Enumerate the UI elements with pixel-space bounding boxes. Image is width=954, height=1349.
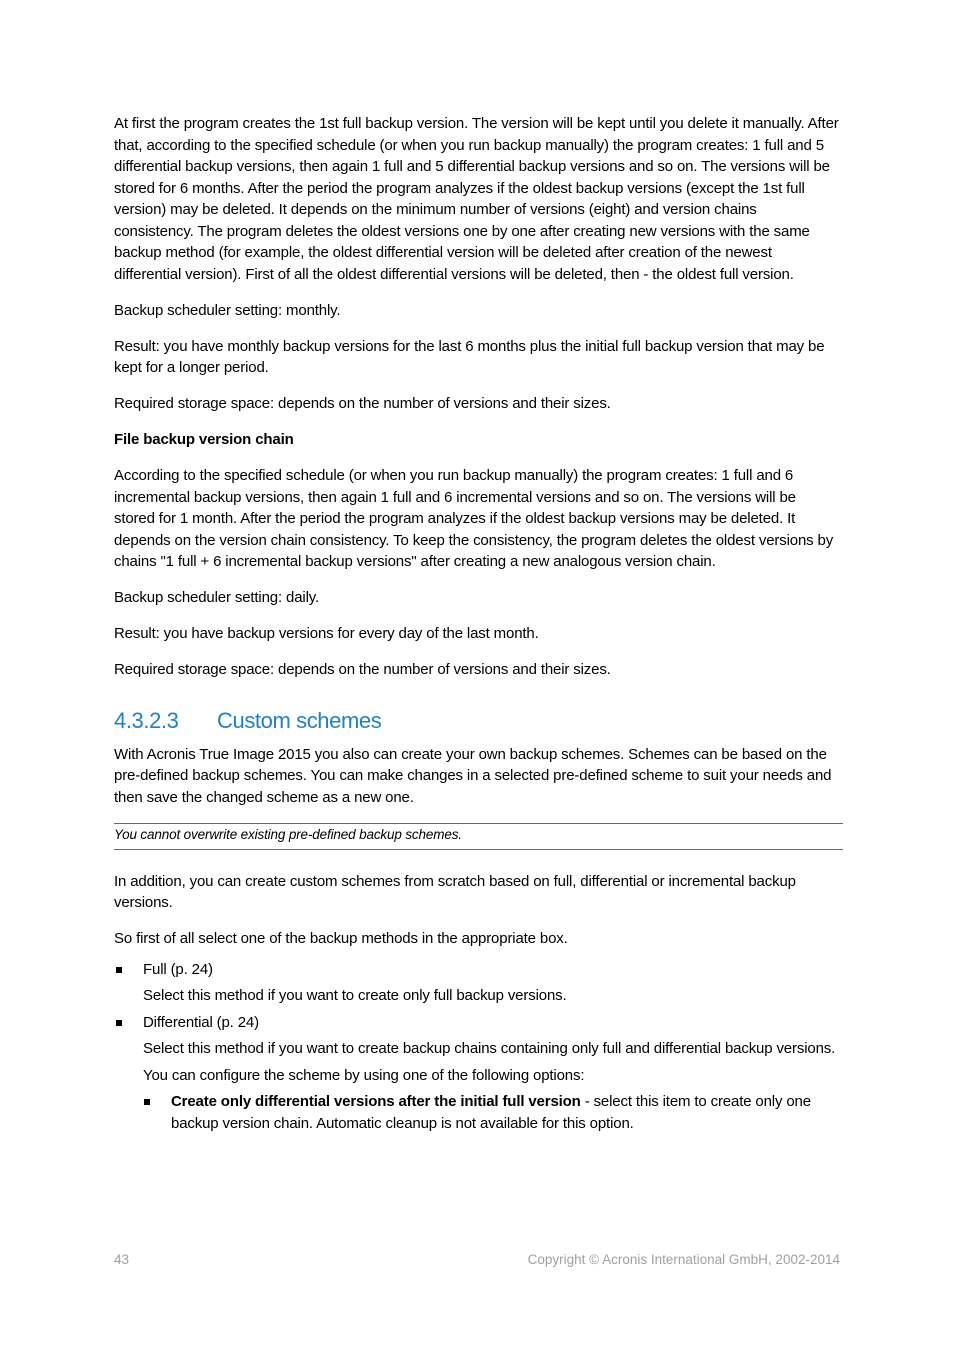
square-bullet-icon [116, 1020, 122, 1026]
page-content [114, 113, 840, 1138]
differential-options-list [143, 1091, 840, 1134]
paragraph-custom-from-scratch: In addition, you can create custom schemes from scratch based on full, differential or incremental backup versions. [114, 872, 796, 911]
paragraph-scheduler-daily: Backup scheduler setting: daily. [114, 589, 320, 606]
note-box: You cannot overwrite existing pre-defined backup schemes. [114, 823, 843, 850]
list-item-full [114, 959, 840, 1007]
page-number: 43 [114, 1252, 130, 1267]
method-differential-description: Select this method if you want to create backup chains containing only full and differential backup versions. [143, 1040, 836, 1057]
file-chain-heading: File backup version chain [114, 431, 294, 448]
paragraph-storage-space-2: Required storage space: depends on the number of versions and their sizes. [114, 661, 611, 678]
paragraph-select-method: So first of all select one of the backup methods in the appropriate box. [114, 930, 568, 947]
list-item-differential [114, 1012, 840, 1135]
method-differential-link[interactable]: Differential (p. 24) [143, 1013, 259, 1031]
section-title: Custom schemes [217, 707, 382, 733]
section-number: 4.3.2.3 [114, 707, 179, 733]
section-heading [114, 707, 840, 735]
method-full-link[interactable]: Full (p. 24) [143, 960, 213, 978]
paragraph-result-daily: Result: you have backup versions for every day of the last month. [114, 625, 539, 642]
option-label: Create only differential versions after the initial full version [171, 1093, 581, 1110]
paragraph-storage-space: Required storage space: depends on the number of versions and their sizes. [114, 395, 611, 412]
square-bullet-icon [144, 1099, 150, 1105]
backup-methods-list [114, 959, 840, 1135]
list-item-option [143, 1091, 840, 1134]
section-intro: With Acronis True Image 2015 you also can create your own backup schemes. Schemes can be based on the pre-defined backup schemes. You can make changes in a selected pre-defined scheme to suit your needs and then save the changed scheme as a new one. [114, 745, 832, 806]
copyright-notice: Copyright © Acronis International GmbH, 2002-2014 [527, 1252, 840, 1267]
paragraph-retention-description: At first the program creates the 1st full backup version. The version will be kept until you delete it manually. After that, according to the specified schedule (or when you run backup manually) the program creates: 1 full and 5 differential backup versions, then again 1 full and 5 differential backup versions and so on. The versions will be stored for 6 months. After the period the program analyzes if the oldest backup versions (except the 1st full version) may be deleted. It depends on the minimum number of versions (eight) and version chains consistency. The program deletes the oldest versions one by one after creating new versions with the same backup method (for example, the oldest differential version will be deleted after creation of the newest differential version). First of all the oldest differential versions will be deleted, then - the oldest full version. [114, 115, 839, 283]
paragraph-scheduler-monthly: Backup scheduler setting: monthly. [114, 301, 341, 319]
paragraph-file-chain-description: According to the specified schedule (or when you run backup manually) the program creates: 1 full and 6 incremental backup versions, then again 1 full and 6 incremental versions and so on. The versions will be stored for 1 month. After the period the program analyzes if the oldest backup versions may be deleted. It depends on the version chain consistency. To keep the consistency, the program deletes the oldest versions by chains "1 full + 6 incremental backup versions" after creating a new analogous version chain. [114, 467, 834, 570]
square-bullet-icon [116, 967, 122, 973]
option-text: - select this item to create only one backup version chain. Automatic cleanup is not available for this option. [171, 1093, 811, 1132]
options-intro: You can configure the scheme by using one of the following options: [143, 1066, 585, 1084]
paragraph-result-monthly: Result: you have monthly backup versions for the last 6 months plus the initial full backup version that may be kept for a longer period. [114, 337, 825, 376]
method-full-description: Select this method if you want to create only full backup versions. [143, 987, 567, 1004]
